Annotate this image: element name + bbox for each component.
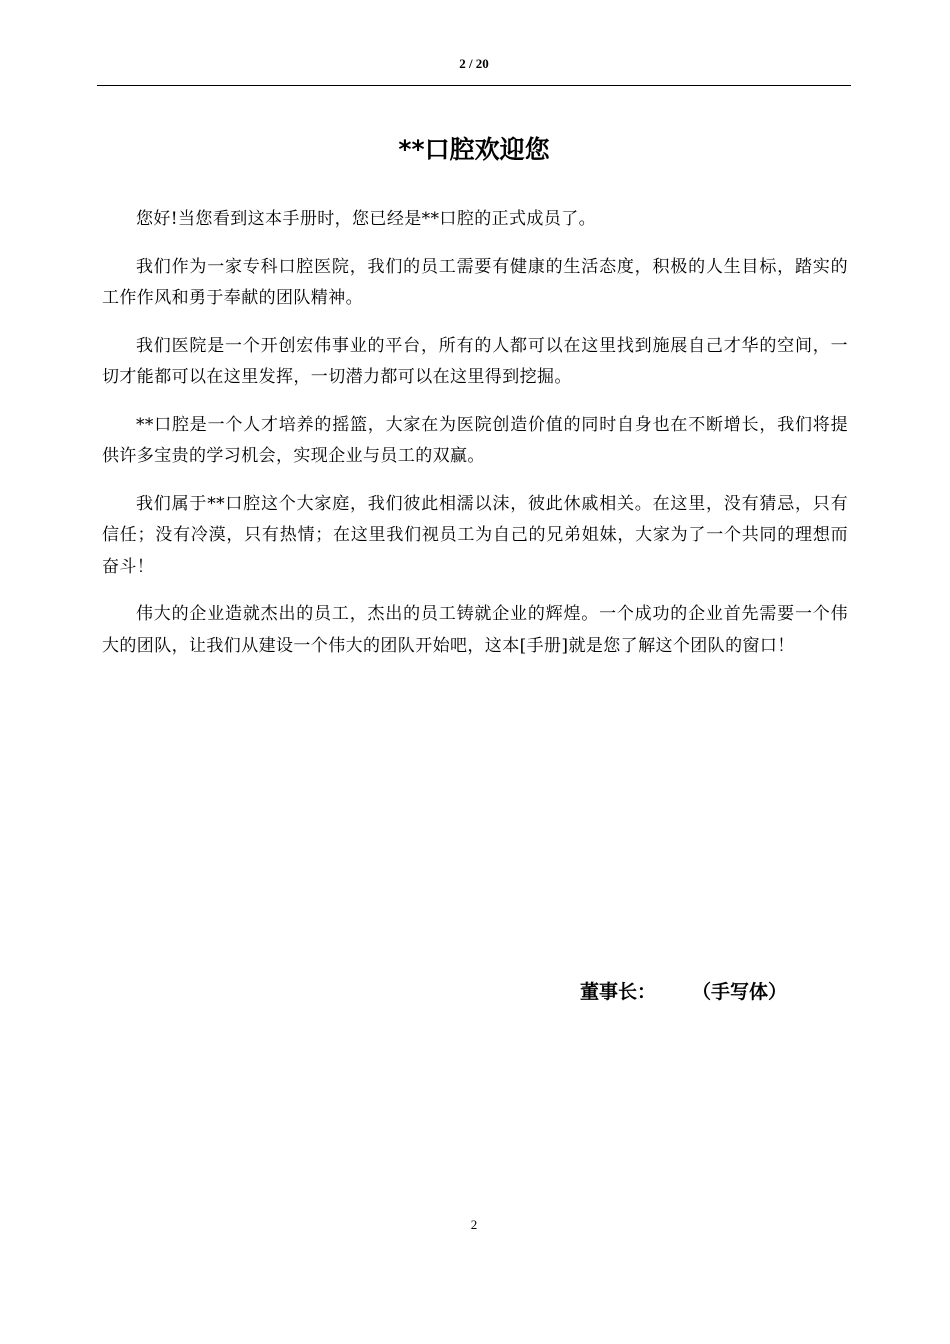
paragraph: 我们属于**口腔这个大家庭，我们彼此相濡以沫，彼此休戚相关。在这里，没有猜忌，只有信任；没有冷漠，只有热情；在这里我们视员工为自己的兄弟姐妹，大家为了一个共同的理想而奋斗！: [102, 493, 848, 577]
page-title: **口腔欢迎您: [398, 135, 550, 164]
paragraph: 您好!当您看到这本手册时，您已经是**口腔的正式成员了。: [136, 209, 597, 229]
paragraph: 伟大的企业造就杰出的员工，杰出的员工铸就企业的辉煌。一个成功的企业首先需要一个伟大的团队，让我们从建设一个伟大的团队开始吧，这本[手册]就是您了解这个团队的窗口！: [102, 604, 848, 656]
signature-label: 董事长：: [580, 981, 657, 1003]
page-number: 2: [470, 1217, 478, 1232]
paragraph: 我们医院是一个开创宏伟事业的平台，所有的人都可以在这里找到施展自己才华的空间，一切才能都可以在这里发挥，一切潜力都可以在这里得到挖掘。: [102, 335, 848, 387]
paragraph: 我们作为一家专科口腔医院，我们的员工需要有健康的生活态度，积极的人生目标，踏实的工作作风和勇于奉献的团队精神。: [102, 256, 848, 308]
paragraph: **口腔是一个人才培养的摇篮，大家在为医院创造价值的同时自身也在不断增长，我们将提供许多宝贵的学习机会，实现企业与员工的双赢。: [102, 414, 848, 466]
signature-block: [580, 978, 787, 1006]
welcome-letter-body: [102, 204, 848, 662]
header-divider: [97, 85, 851, 86]
signature-placeholder: （手写体）: [692, 981, 788, 1003]
page-indicator: 2 / 20: [459, 56, 489, 71]
